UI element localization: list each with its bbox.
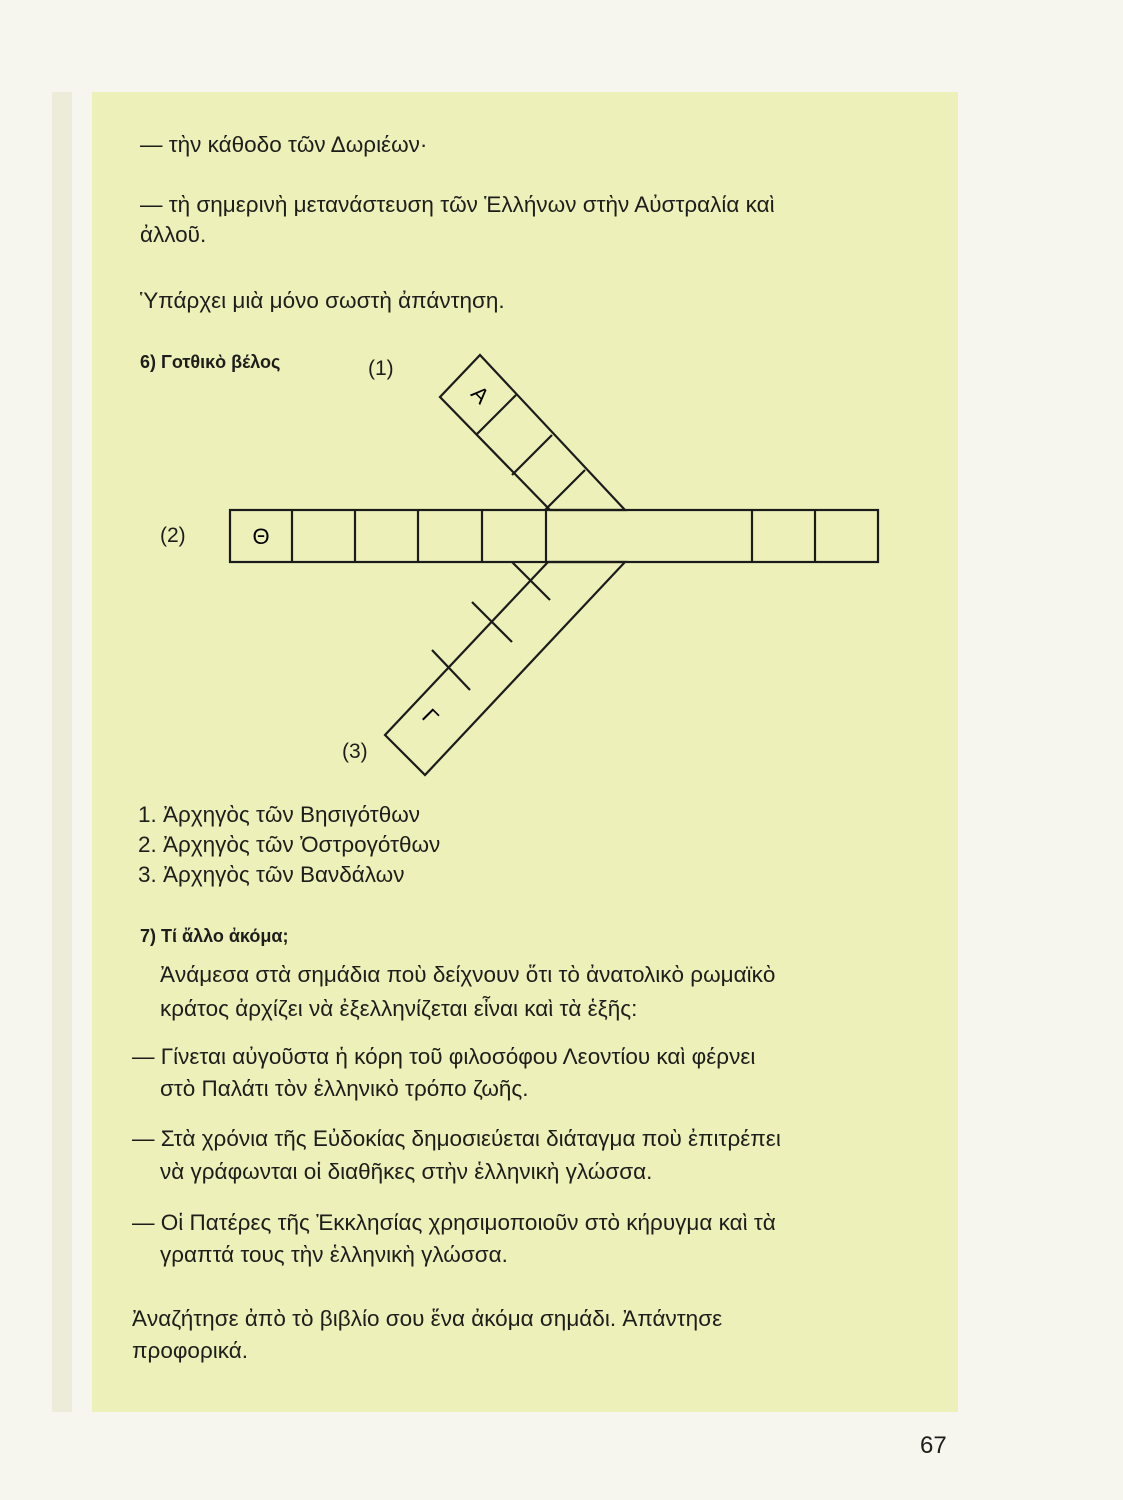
bullet-2-line-1: — Στὰ χρόνια τῆς Εὐδοκίας δημοσιεύεται διάταγμα ποὺ ἐπιτρέπει bbox=[132, 1126, 781, 1151]
bullet-1-line-2: στὸ Παλάτι τὸν ἑλληνικὸ τρόπο ζωῆς. bbox=[160, 1076, 529, 1101]
page-number: 67 bbox=[920, 1432, 947, 1459]
section-7-intro-line-2: κράτος ἀρχίζει νὰ ἐξελληνίζεται εἶναι καὶ τὰ ἑξῆς: bbox=[160, 996, 638, 1021]
closing-line-1: Ἀναζήτησε ἀπὸ τὸ βιβλίο σου ἕνα ἀκόμα σημάδι. Ἀπάντησε bbox=[132, 1306, 723, 1331]
bullet-1-line-1: — Γίνεται αὐγοῦστα ἡ κόρη τοῦ φιλοσόφου Λεοντίου καὶ φέρνει bbox=[132, 1044, 756, 1069]
crossword-label-1: (1) bbox=[368, 357, 394, 380]
crossword-label-2: (2) bbox=[160, 524, 186, 547]
intro-item-1: — τὴν κάθοδο τῶν Δωριέων· bbox=[140, 132, 428, 157]
intro-note: Ὑπάρχει μιὰ μόνο σωστὴ ἀπάντηση. bbox=[140, 288, 505, 313]
clue-1: 1. Ἀρχηγὸς τῶν Βησιγότθων bbox=[138, 802, 421, 827]
section-7-intro-line-1: Ἀνάμεσα στὰ σημάδια ποὺ δείχνουν ὅτι τὸ ἀνατολικὸ ρωμαϊκὸ bbox=[160, 962, 776, 987]
bullet-3-line-1: — Οἱ Πατέρες τῆς Ἐκκλησίας χρησιμοποιοῦν στὸ κήρυγμα καὶ τὰ bbox=[132, 1210, 776, 1235]
section-6-title: 6) Γοτθικὸ βέλος bbox=[140, 352, 281, 372]
crossword-label-3: (3) bbox=[342, 740, 368, 763]
closing-line-2: προφορικά. bbox=[132, 1338, 248, 1363]
crossword-diagonal-down bbox=[385, 562, 625, 775]
section-7-title: 7) Τί ἄλλο ἀκόμα; bbox=[140, 926, 289, 946]
intro-item-2-line-2: ἀλλοῦ. bbox=[140, 222, 207, 247]
bullet-3-line-2: γραπτά τους τὴν ἑλληνικὴ γλώσσα. bbox=[160, 1242, 508, 1267]
bullet-2-line-2: νὰ γράφωνται οἱ διαθῆκες στὴν ἑλληνικὴ γλώσσα. bbox=[160, 1159, 653, 1184]
crossword-horizontal-cells bbox=[230, 510, 878, 562]
crossword-diagonal-up bbox=[440, 355, 625, 510]
crossword-letter-2: Θ bbox=[252, 524, 270, 549]
clue-3: 3. Ἀρχηγὸς τῶν Βανδάλων bbox=[138, 862, 405, 887]
crossword-letter-3: Γ bbox=[417, 703, 444, 730]
clue-2: 2. Ἀρχηγὸς τῶν Ὀστρογότθων bbox=[138, 832, 441, 857]
intro-item-2-line-1: — τὴ σημερινὴ μετανάστευση τῶν Ἑλλήνων στὴν Αὐστραλία καὶ bbox=[140, 192, 775, 217]
crossword-letter-1: Α bbox=[466, 380, 495, 409]
